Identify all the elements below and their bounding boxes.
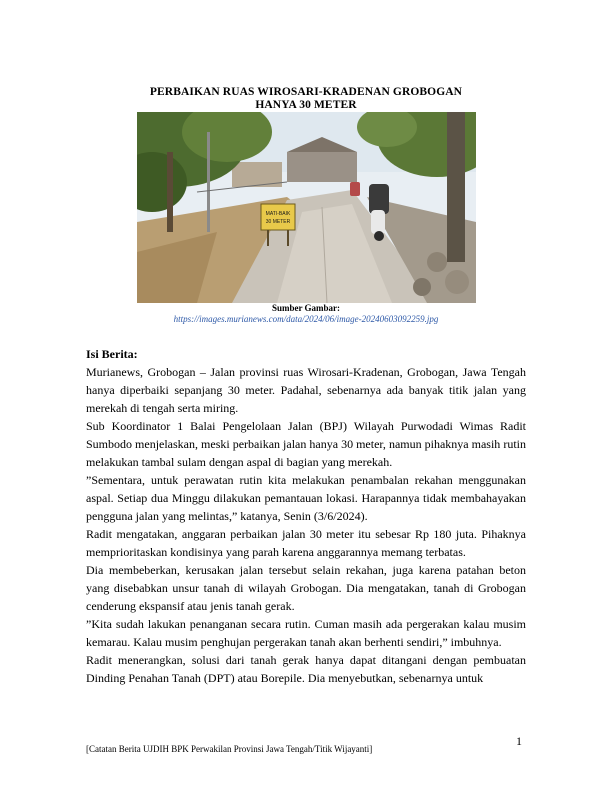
footer-note: [Catatan Berita UJDIH BPK Perwakilan Provinsi Jawa Tengah/Titik Wijayanti]: [86, 744, 373, 754]
caption-label: Sumber Gambar:: [271, 303, 341, 313]
image-caption: [90, 303, 522, 325]
road-photo: [137, 112, 476, 303]
paragraph: ”Kita sudah lakukan penanganan secara rutin. Cuman masih ada pergerakan kalau musim kemarau. Kalau musim penghujan pergerakan tanah akan berhenti sendiri,” imbuhnya.: [86, 617, 526, 649]
article-body: [86, 363, 526, 687]
article-title: [90, 86, 522, 112]
page-number: 1: [516, 734, 522, 748]
sign-line-2: 30 METER: [265, 219, 291, 225]
paragraph: Radit mengatakan, anggaran perbaikan jalan 30 meter itu sebesar Rp 180 juta. Pihaknya memprioritaskan kondisinya yang parah karena anggarannya memang terbatas.: [86, 527, 526, 559]
caption-url: https://images.murianews.com/data/2024/06/image-20240603092259.jpg: [173, 314, 439, 324]
sign-line-1: MATI-BAIK: [265, 211, 291, 217]
paragraph: ”Sementara, untuk perawatan rutin kita melakukan penambalan rekahan menggunakan aspal. Setiap dua Minggu dilakukan pemantauan lokasi. Harapannya tidak membahayakan pengguna jalan yang melintas,” katanya, Senin (3/6/2024).: [86, 473, 526, 523]
paragraph: Dia membeberkan, kerusakan jalan tersebut selain rekahan, juga karena patahan beton yang disebabkan unsur tanah di wilayah Grobogan. Dia mengatakan, tanah di Grobogan cenderung ekspansif atau jenis tanah gerak.: [86, 563, 526, 613]
section-label: Isi Berita:: [86, 347, 138, 361]
paragraph: Radit menerangkan, solusi dari tanah gerak hanya dapat ditangani dengan pembuatan Dinding Penahan Tanah (DPT) atau Borepile. Dia menyebutkan, sebenarnya untuk: [86, 653, 526, 685]
title-line-2: HANYA 30 METER: [255, 99, 357, 111]
paragraph: Sub Koordinator 1 Balai Pengelolaan Jalan (BPJ) Wilayah Purwodadi Wimas Radit Sumbodo menjelaskan, meski perbaikan jalan hanya 30 meter, namun pihaknya masih rutin melakukan tambal sulam dengan aspal di bagian yang merekah.: [86, 419, 526, 469]
title-line-1: PERBAIKAN RUAS WIROSARI-KRADENAN GROBOGAN: [149, 86, 463, 98]
paragraph: Murianews, Grobogan – Jalan provinsi ruas Wirosari-Kradenan, Grobogan, Jawa Tengah hanya diperbaiki sepanjang 30 meter. Padahal, sebenarnya ada banyak titik jalan yang merekah di tengah serta miring.: [86, 365, 526, 415]
